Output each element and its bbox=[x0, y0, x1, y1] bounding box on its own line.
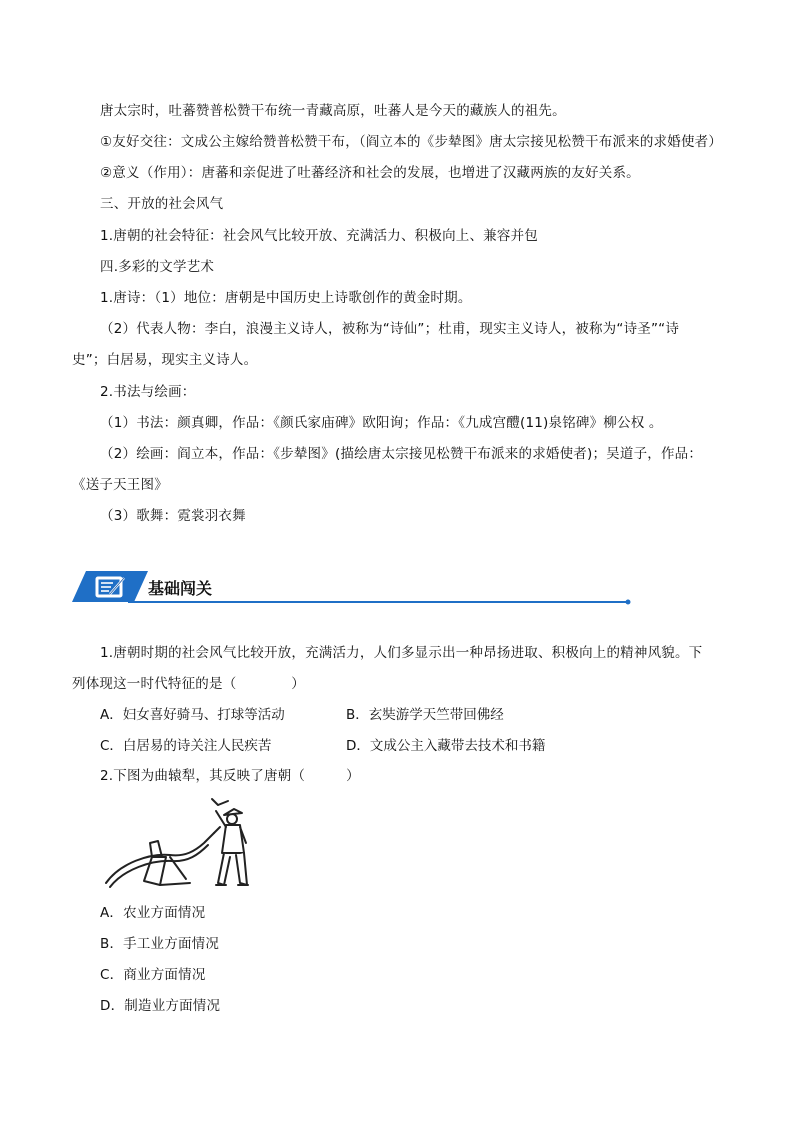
section-heading: 三、开放的社会风气 bbox=[100, 196, 224, 212]
question-stem: 列体现这一时代特征的是（ ） bbox=[72, 676, 305, 692]
text-line: （3）歌舞：霓裳羽衣舞 bbox=[100, 508, 246, 524]
section-title: 基础闯关 bbox=[148, 579, 213, 598]
text-line: 史”；白居易，现实主义诗人。 bbox=[72, 352, 258, 368]
answer-option-c[interactable]: C．白居易的诗关注人民疾苦 bbox=[100, 738, 272, 754]
text-line: 《送子天王图》 bbox=[72, 477, 168, 493]
text-line: ②意义（作用）：唐蕃和亲促进了吐蕃经济和社会的发展，也增进了汉藏两族的友好关系。 bbox=[100, 165, 640, 181]
answer-option-a[interactable]: A．妇女喜好骑马、打球等活动 bbox=[100, 707, 285, 723]
text-line: （2）绘画：阎立本，作品：《步辇图》(描绘唐太宗接见松赞干布派来的求婚使者)；吴道子，作品： bbox=[100, 446, 703, 462]
answer-option-d[interactable]: D．制造业方面情况 bbox=[100, 998, 221, 1014]
banner-line-end bbox=[626, 600, 631, 605]
text-line: （1）书法：颜真卿，作品：《颜氏家庙碑》欧阳询；作品：《九成宫醴(11)泉铭碑》柳公权 。 bbox=[100, 415, 663, 431]
answer-option-b[interactable]: B．玄奘游学天竺带回佛经 bbox=[346, 707, 504, 723]
text-line: （2）代表人物：李白，浪漫主义诗人，被称为“诗仙”；杜甫，现实主义诗人，被称为“诗圣”“诗 bbox=[100, 321, 680, 337]
text-line: 2.书法与绘画： bbox=[100, 384, 196, 400]
answer-option-a[interactable]: A．农业方面情况 bbox=[100, 905, 206, 921]
answer-option-d[interactable]: D．文成公主入藏带去技术和书籍 bbox=[346, 738, 546, 754]
notebook-icon bbox=[96, 577, 124, 597]
answer-option-b[interactable]: B．手工业方面情况 bbox=[100, 936, 220, 952]
text-line: 1.唐诗：（1）地位：唐朝是中国历史上诗歌创作的黄金时期。 bbox=[100, 290, 472, 306]
text-line: 1.唐朝的社会特征：社会风气比较开放、充满活力、积极向上、兼容并包 bbox=[100, 228, 538, 244]
text-line: 唐太宗时，吐蕃赞普松赞干布统一青藏高原，吐蕃人是今天的藏族人的祖先。 bbox=[100, 103, 566, 119]
section-heading: 四.多彩的文学艺术 bbox=[100, 259, 215, 275]
question-stem: 1.唐朝时期的社会风气比较开放，充满活力，人们多显示出一种昂扬进取、积极向上的精神风貌。下 bbox=[100, 645, 703, 661]
answer-option-c[interactable]: C．商业方面情况 bbox=[100, 967, 206, 983]
curved-plough-illustration bbox=[100, 797, 250, 893]
text-line: ①友好交往：文成公主嫁给赞普松赞干布，（阎立本的《步辇图》唐太宗接见松赞干布派来的求婚使者） bbox=[100, 134, 723, 150]
question-stem: 2.下图为曲辕犁，其反映了唐朝（ ） bbox=[100, 768, 360, 784]
